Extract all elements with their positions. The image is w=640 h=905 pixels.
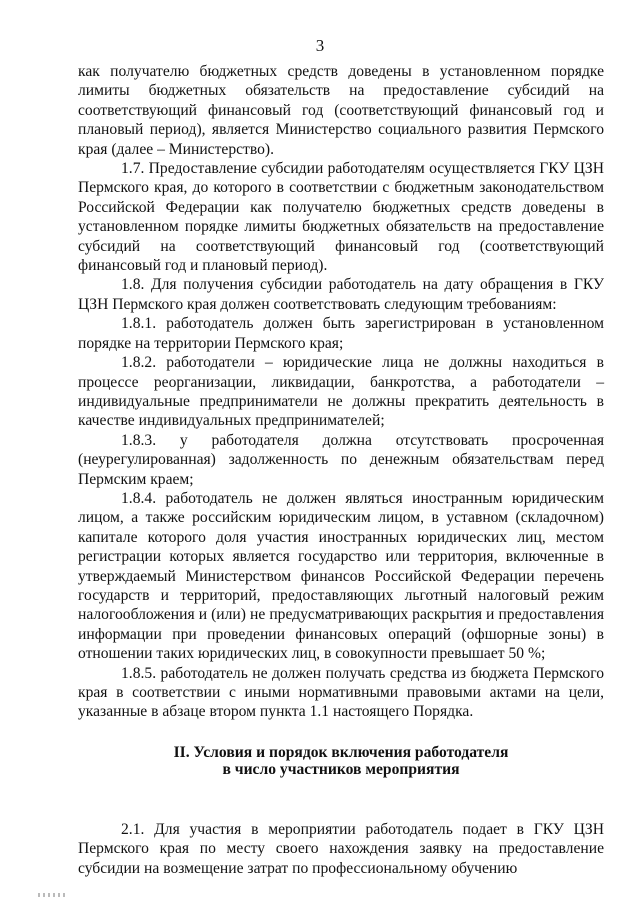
paragraph-continuation: как получателю бюджетных средств доведены в установленном порядке лимиты бюджетных обязательств на предоставление субсидий на соответствующий финансовый год (соответствующий финансовый год и плановый период), является Министерство социального развития Пермского края (далее – Министерство). [78, 63, 604, 158]
section-heading-line-2: в число участников мероприятия [222, 760, 460, 778]
document-body [78, 62, 604, 878]
paragraph-1-8-3: 1.8.3. у работодателя должна отсутствовать просроченная (неурегулированная) задолженность по денежным обязательствам перед Пермским краем; [78, 431, 604, 488]
paragraph-2-1: 2.1. Для участия в мероприятии работодатель подает в ГКУ ЦЗН Пермского края по месту своего нахождения заявку на предоставление субсидии на возмещение затрат по профессиональному обучению [78, 820, 604, 877]
paragraph-1-7: 1.7. Предоставление субсидии работодателям осуществляется ГКУ ЦЗН Пермского края, до которого в соответствии с бюджетным законодательством Российской Федерации как получателю бюджетных средств доведены в установленном порядке лимиты бюджетных обязательств на предоставление субсидий на соответствующий финансовый год (соответствующий финансовый год и плановый период). [78, 160, 604, 275]
paragraph-1-8-4: 1.8.4. работодатель не должен являться иностранным юридическим лицом, а также российским юридическим лицом, в уставном (складочном) капитале которого доля участия иностранных юридических лиц, местом регистрации которых является государство или территория, включенные в утверждаемый Министерством финансов Российской Федерации перечень государств и территорий, предоставляющих льготный налоговый режим налогообложения и (или) не предусматривающих раскрытия и предоставления информации при проведении финансовых операций (офшорные зоны) в отношении таких юридических лиц, в совокупности превышает 50 %; [78, 489, 604, 663]
paragraph-1-8: 1.8. Для получения субсидии работодатель на дату обращения в ГКУ ЦЗН Пермского края должен соответствовать следующим требованиям: [78, 276, 604, 313]
paragraph-1-8-2: 1.8.2. работодатели – юридические лица не должны находиться в процессе реорганизации, ликвидации, банкротства, а работодатели – индивидуальные предприниматели не должны прекратить деятельность в качестве индивидуальных предпринимателей; [78, 354, 604, 430]
paragraph-1-8-1: 1.8.1. работодатель должен быть зарегистрирован в установленном порядке на территории Пермского края; [78, 315, 604, 352]
paragraph-1-8-5: 1.8.5. работодатель не должен получать средства из бюджета Пермского края в соответствии с иными нормативными правовыми актами на цели, указанные в абзаце втором пункта 1.1 настоящего Порядка. [78, 664, 604, 721]
section-heading [78, 744, 604, 778]
section-heading-line-1: II. Условия и порядок включения работодателя [173, 743, 509, 761]
page-number: 3 [315, 36, 325, 55]
scan-artifact [38, 893, 68, 897]
